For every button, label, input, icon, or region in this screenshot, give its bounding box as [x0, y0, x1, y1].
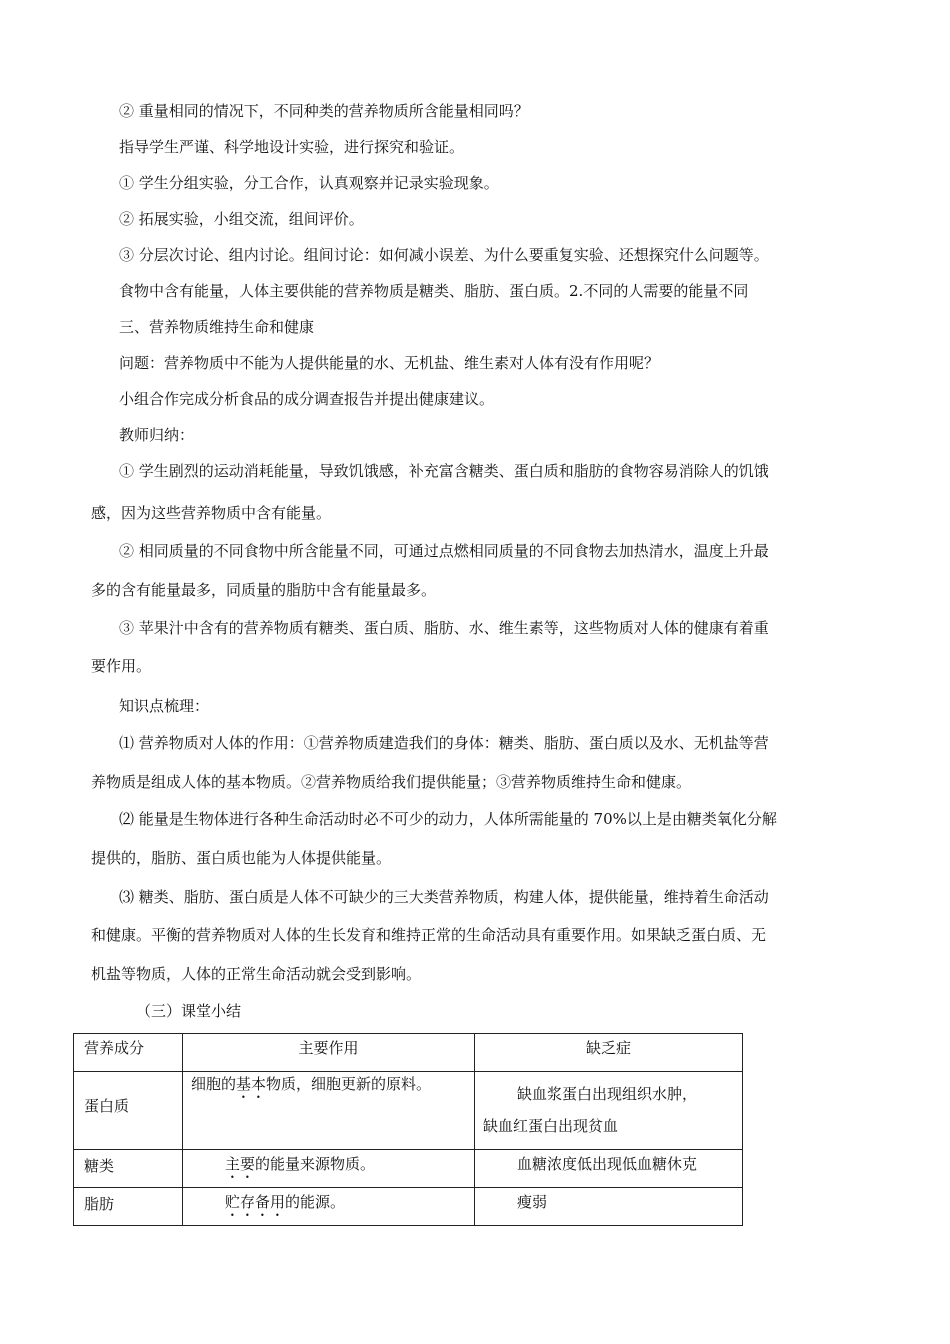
paragraph-continuation: 要作用。: [91, 657, 152, 675]
emphasis-text: 贮存备用: [225, 1193, 286, 1211]
paragraph-continuation: 和健康。平衡的营养物质对人体的生长发育和维持正常的生命活动具有重要作用。如果缺乏蛋白质、无: [91, 926, 767, 944]
paragraph: ⑴ 营养物质对人体的作用：①营养物质建造我们的身体：糖类、脂肪、蛋白质以及水、无机盐等营: [119, 734, 769, 752]
paragraph: 指导学生严谨、科学地设计实验，进行探究和验证。: [119, 138, 465, 156]
paragraph-continuation: 养物质是组成人体的基本物质。②营养物质给我们提供能量；③营养物质维持生命和健康。: [91, 773, 692, 791]
subsection-heading: （三）课堂小结: [136, 1002, 242, 1020]
table-row: [74, 1188, 743, 1226]
paragraph: 小组合作完成分析食品的成分调查报告并提出健康建议。: [119, 390, 495, 408]
paragraph-continuation: 感，因为这些营养物质中含有能量。: [91, 504, 332, 522]
paragraph: ② 相同质量的不同食物中所含能量不同，可通过点燃相同质量的不同食物去加热清水，温度上升最: [119, 542, 769, 560]
table-cell: 缺血浆蛋白出现组织水肿， 缺血红蛋白出现贫血: [475, 1072, 743, 1150]
table-cell: 细胞的基本物质，细胞更新的原料。: [183, 1072, 475, 1150]
emphasis-text: 主要: [225, 1155, 256, 1173]
paragraph: ① 学生分组实验，分工合作，认真观察并记录实验现象。: [119, 174, 499, 192]
summary-table: [73, 1033, 743, 1226]
paragraph: ③ 苹果汁中含有的营养物质有糖类、蛋白质、脂肪、水、维生素等，这些物质对人体的健康有着重: [119, 619, 769, 637]
paragraph: ② 重量相同的情况下，不同种类的营养物质所含能量相同吗？: [119, 102, 529, 120]
paragraph: 知识点梳理：: [119, 697, 210, 715]
table-header-cell: 主要作用: [183, 1034, 475, 1072]
paragraph: ② 拓展实验，小组交流，组间评价。: [119, 210, 364, 228]
paragraph-continuation: 机盐等物质，人体的正常生命活动就会受到影响。: [91, 965, 422, 983]
table-header-cell: 缺乏症: [475, 1034, 743, 1072]
paragraph: ⑶ 糖类、脂肪、蛋白质是人体不可缺少的三大类营养物质，构建人体，提供能量，维持着生命活动: [119, 888, 769, 906]
table-cell: 蛋白质: [74, 1072, 183, 1150]
table-header-cell: 营养成分: [74, 1034, 183, 1072]
table-cell: 主要的能量来源物质。: [183, 1150, 475, 1188]
table-header-row: [74, 1034, 743, 1072]
paragraph: ① 学生剧烈的运动消耗能量，导致饥饿感，补充富含糖类、蛋白质和脂肪的食物容易消除人的饥饿: [119, 462, 769, 480]
section-heading: 三、营养物质维持生命和健康: [119, 318, 315, 336]
table-row: [74, 1072, 743, 1150]
paragraph: ⑵ 能量是生物体进行各种生命活动时必不可少的动力，人体所需能量的 70%以上是由糖类氧化分解: [119, 810, 777, 828]
paragraph-continuation: 提供的，脂肪、蛋白质也能为人体提供能量。: [91, 849, 392, 867]
table-row: [74, 1150, 743, 1188]
table-cell: 贮存备用的能源。: [183, 1188, 475, 1226]
paragraph: 问题：营养物质中不能为人提供能量的水、无机盐、维生素对人体有没有作用呢？: [119, 354, 660, 372]
paragraph: ③ 分层次讨论、组内讨论。组间讨论：如何减小误差、为什么要重复实验、还想探究什么问题等。: [119, 246, 769, 264]
paragraph: 食物中含有能量，人体主要供能的营养物质是糖类、脂肪、蛋白质。2.不同的人需要的能量不同: [119, 282, 749, 300]
paragraph-continuation: 多的含有能量最多，同质量的脂肪中含有能量最多。: [91, 581, 437, 599]
table-cell: 糖类: [74, 1150, 183, 1188]
paragraph: 教师归纳：: [119, 426, 195, 444]
table-cell: 血糖浓度低出现低血糖休克: [475, 1150, 743, 1188]
table-cell: 脂肪: [74, 1188, 183, 1226]
emphasis-text: 基本: [236, 1075, 267, 1093]
table-cell: 瘦弱: [475, 1188, 743, 1226]
